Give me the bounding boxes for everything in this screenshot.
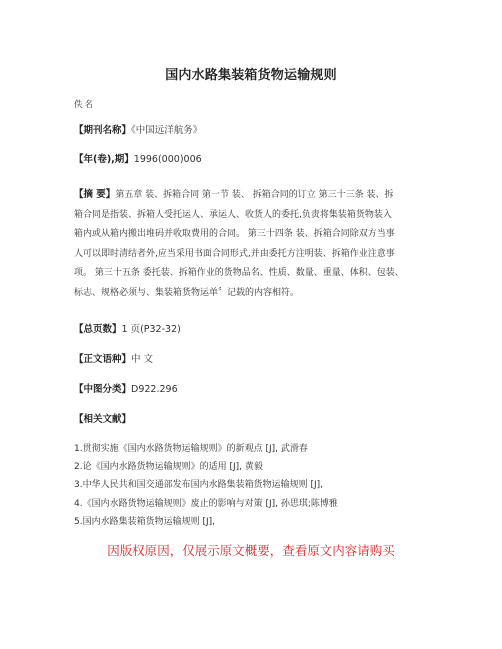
reference-item[interactable]: 3.中华人民共和国交通部发布国内水路集装箱货物运输规则 [J], — [74, 480, 323, 491]
journal-field — [74, 124, 202, 138]
abstract-line: 箱合同是指装、拆箱人受托运人、承运人、收货人的委托,负责将集装箱货物装入 — [74, 209, 392, 220]
year-value: 1996(000)006 — [133, 154, 202, 165]
reference-item[interactable]: 4.《国内水路货物运输规则》废止的影响与对策 [J], 孙思琪;陈博雅 — [74, 498, 338, 509]
language-value: 中 文 — [131, 354, 154, 365]
journal-value: 《中国远洋航务》 — [131, 125, 203, 136]
abstract-line: 箱内或从箱内搬出堆码并收取费用的合同。 第三十四条 装、拆箱合同除双方当事 — [74, 229, 395, 239]
reference-item[interactable]: 5.国内水路集装箱货物运输规则 [J], — [74, 516, 215, 527]
language-label: 【正文语种】 — [74, 354, 132, 365]
abstract-line: 项。 第三十五条 委托装、拆箱作业的货物品名、性质、数量、重量、体积、包装、 — [74, 268, 404, 278]
abstract-line: 人可以即时清结者外,应当采用书面合同形式,并由委托方注明装、拆箱作业注意事 — [74, 248, 395, 259]
author: 佚名 — [74, 100, 96, 110]
clc-field — [74, 383, 178, 397]
year-label: 【年(卷),期】 — [74, 154, 134, 165]
related-refs-label: 【相关文献】 — [74, 414, 132, 425]
abstract-line: 【摘 要】第五章 装、拆箱合同 第一节 装、 拆箱合同的订立 第三十三条 装、拆 — [74, 189, 394, 200]
copyright-notice: 因版权原因，仅展示原文概要，查看原文内容请购买 — [107, 543, 395, 558]
language-field — [74, 353, 153, 367]
reference-list — [74, 440, 338, 531]
clc-label: 【中图分类】 — [74, 384, 132, 395]
document-title: 国内水路集装箱货物运输规则 — [165, 68, 337, 83]
year-field — [74, 153, 202, 167]
abstract-label: 【摘 要】 — [74, 189, 116, 200]
pages-value: 1 页(P32-32) — [121, 324, 181, 335]
related-refs-heading — [74, 413, 131, 427]
pages-label: 【总页数】 — [74, 324, 122, 335]
journal-label: 【期刊名称】 — [74, 125, 132, 136]
reference-item[interactable]: 1.贯彻实施《国内水路货物运输规则》的新观点 [J], 武滑春 — [74, 444, 308, 454]
reference-item[interactable]: 2.论《国内水路货物运输规则》的适用 [J], 黄毅 — [74, 462, 263, 473]
abstract — [74, 185, 434, 303]
abstract-line: 标志、规格必须与、集装箱货物运单〞记载的内容相符。 — [74, 287, 300, 298]
pages-field — [74, 323, 181, 337]
clc-value: D922.296 — [131, 384, 178, 395]
